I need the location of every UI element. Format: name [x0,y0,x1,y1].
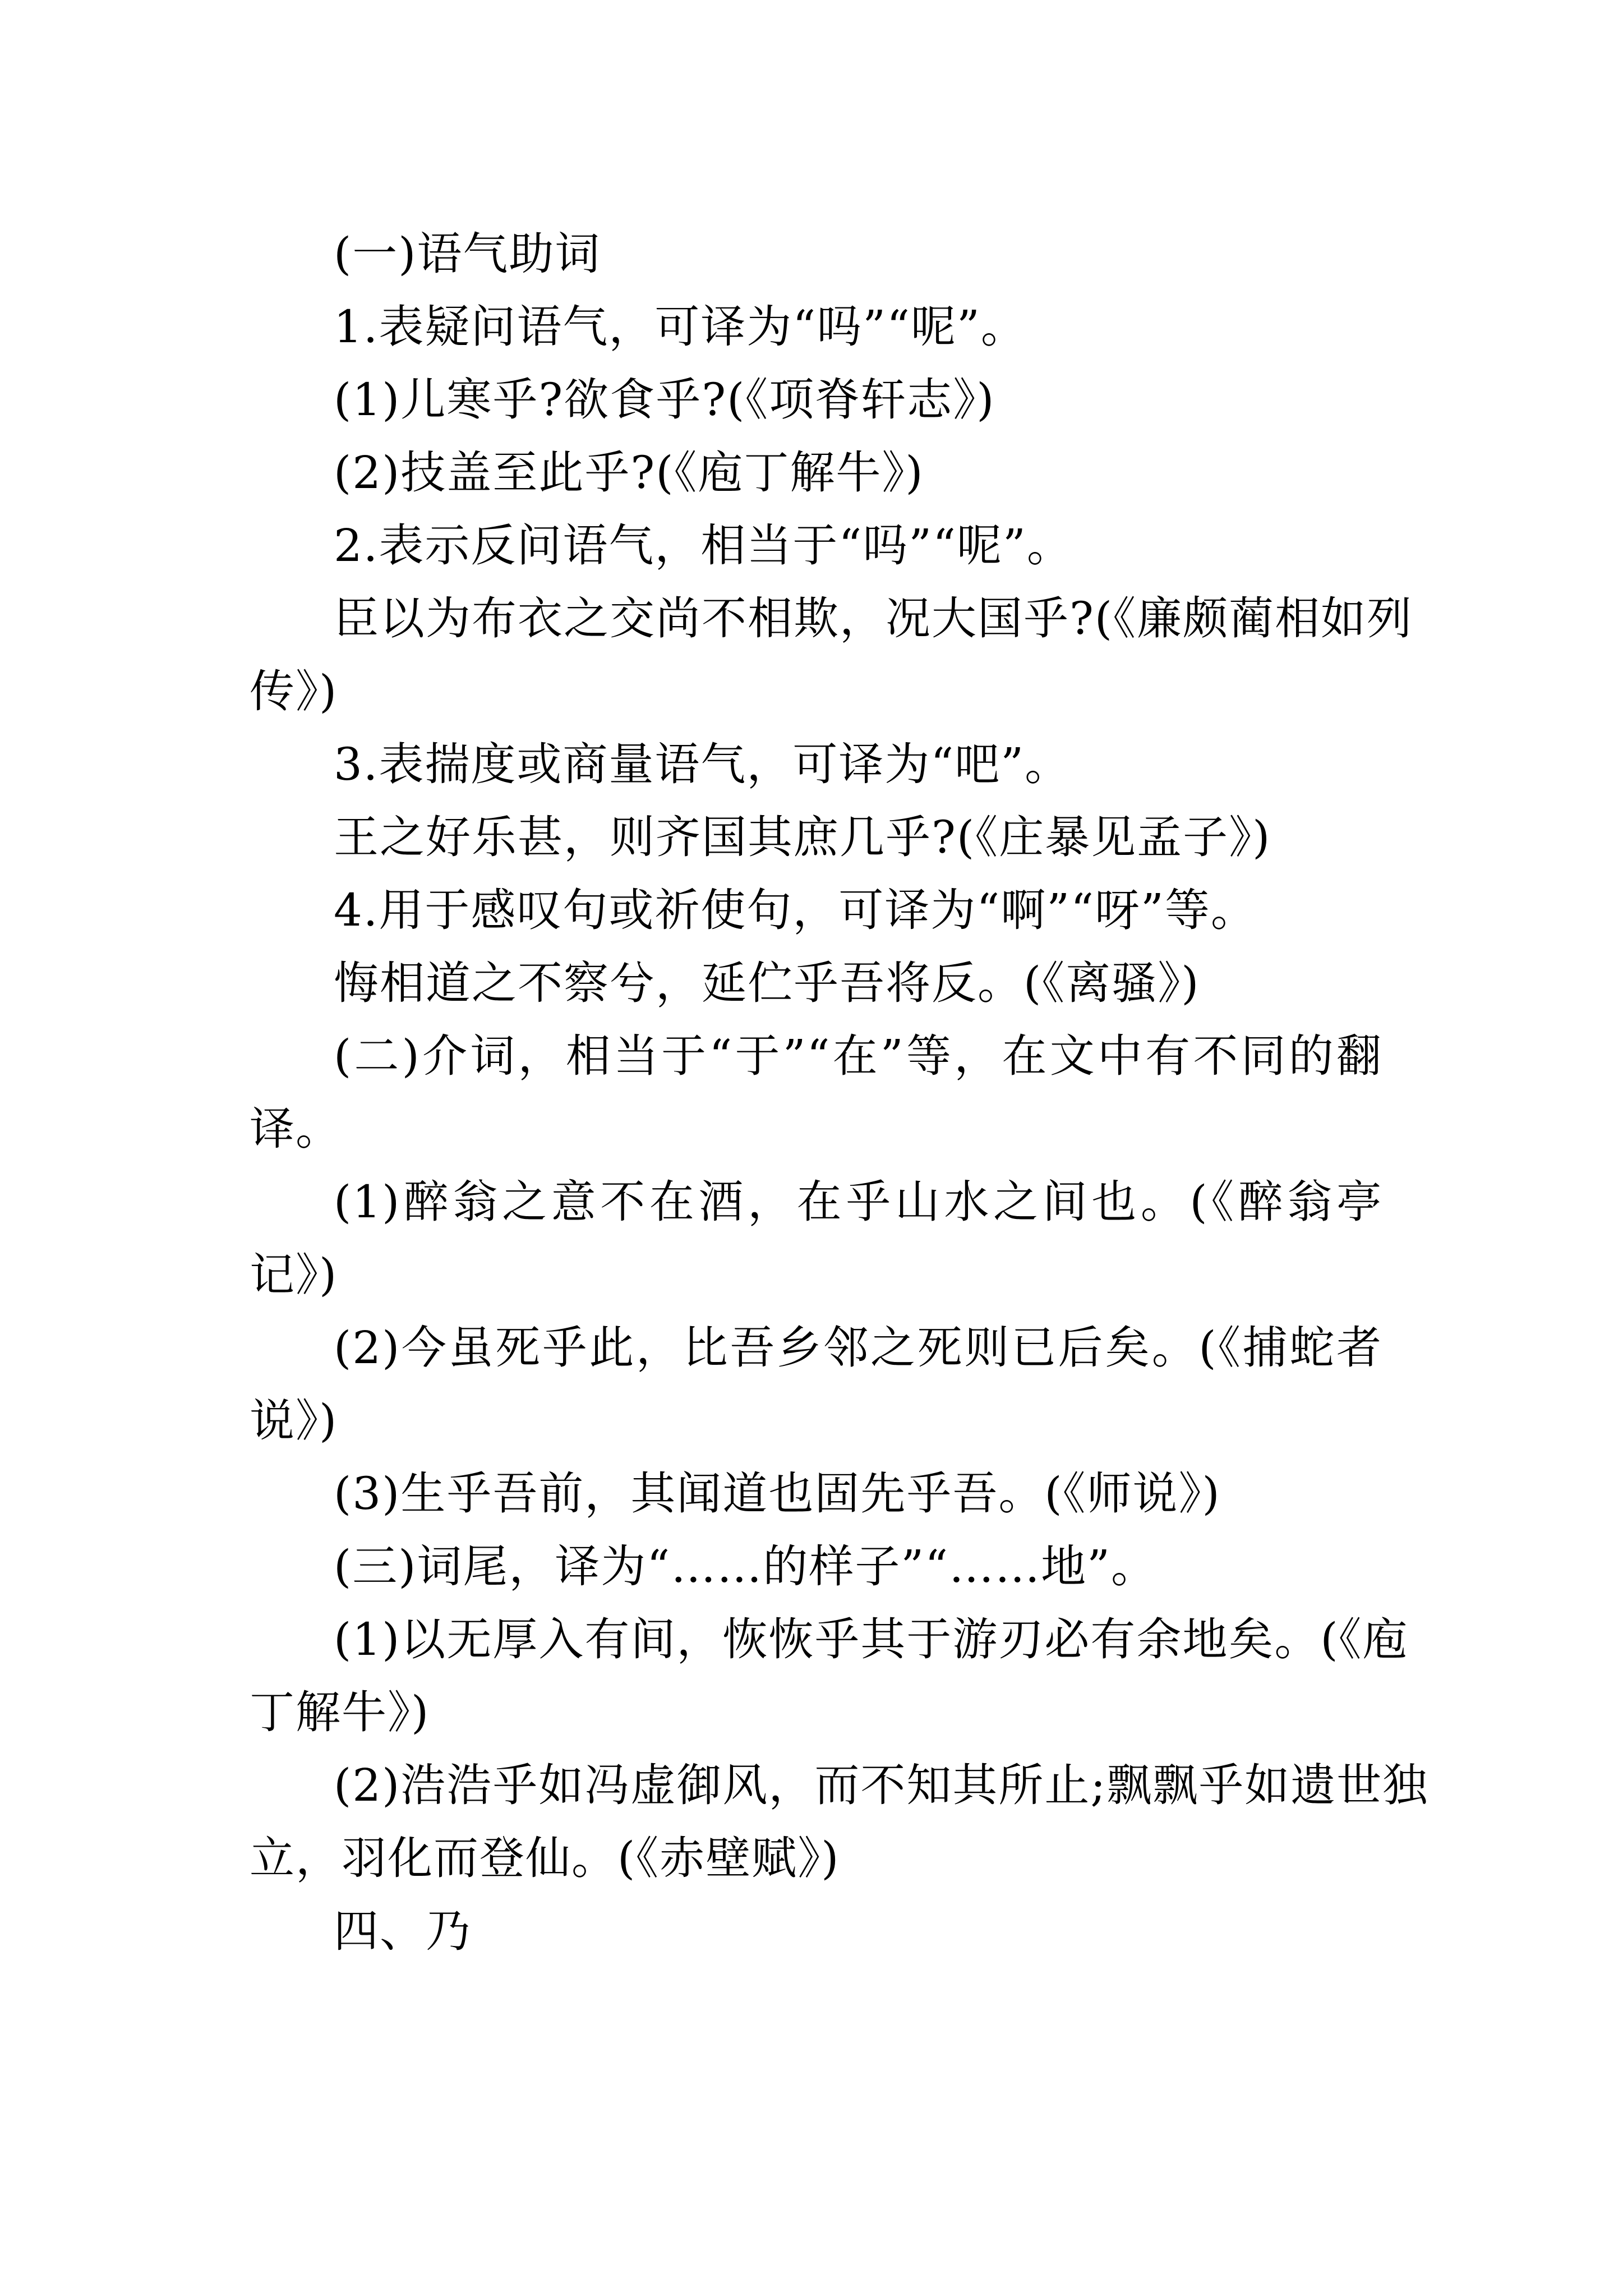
continuation-line: 译。 [250,1103,342,1155]
example-line: (1)醉翁之意不在酒，在乎山水之间也。(《醉翁亭 [334,1176,1382,1228]
continuation-line: 传》) [250,665,338,717]
section-heading: (三)词尾，译为“……的样子”“……地”。 [334,1540,1158,1593]
subheading: 2.表示反问语气，相当于“吗”“呢”。 [334,519,1073,572]
subheading: 3.表揣度或商量语气，可译为“吧”。 [334,738,1071,790]
subheading: 4.用于感叹句或祈使句，可译为“啊”“呀”等。 [334,884,1257,936]
section-heading: 四、乃 [334,1905,472,1957]
continuation-line: 说》) [250,1395,338,1447]
example-line: (2)浩浩乎如冯虚御风，而不知其所止;飘飘乎如遗世独 [334,1759,1429,1811]
document-body [250,218,1429,1968]
example-line: 王之好乐甚，则齐国其庶几乎?(《庄暴见孟子》) [334,811,1271,863]
subheading: 1.表疑问语气，可译为“吗”“呢”。 [334,301,1027,353]
example-line: 悔相道之不察兮，延伫乎吾将反。(《离骚》) [334,957,1200,1009]
example-line: (1)儿寒乎?欲食乎?(《项脊轩志》) [334,374,995,426]
section-heading: (二)介词，相当于“于”“在”等，在文中有不同的翻 [334,1030,1382,1082]
example-line: (3)生乎吾前，其闻道也固先乎吾。(《师说》) [334,1467,1221,1520]
continuation-line: 丁解牛》) [250,1686,430,1738]
section-heading: (一)语气助词 [334,228,601,280]
continuation-line: 立，羽化而登仙。(《赤壁赋》) [250,1832,840,1884]
example-line: (1)以无厚入有间，恢恢乎其于游刃必有余地矣。(《庖 [334,1613,1409,1665]
continuation-line: 记》) [250,1249,338,1301]
example-line: 臣以为布衣之交尚不相欺，况大国乎?(《廉颇蔺相如列 [334,592,1413,645]
example-line: (2)技盖至此乎?(《庖丁解牛》) [334,447,924,499]
example-line: (2)今虽死乎此，比吾乡邻之死则已后矣。(《捕蛇者 [334,1322,1382,1374]
